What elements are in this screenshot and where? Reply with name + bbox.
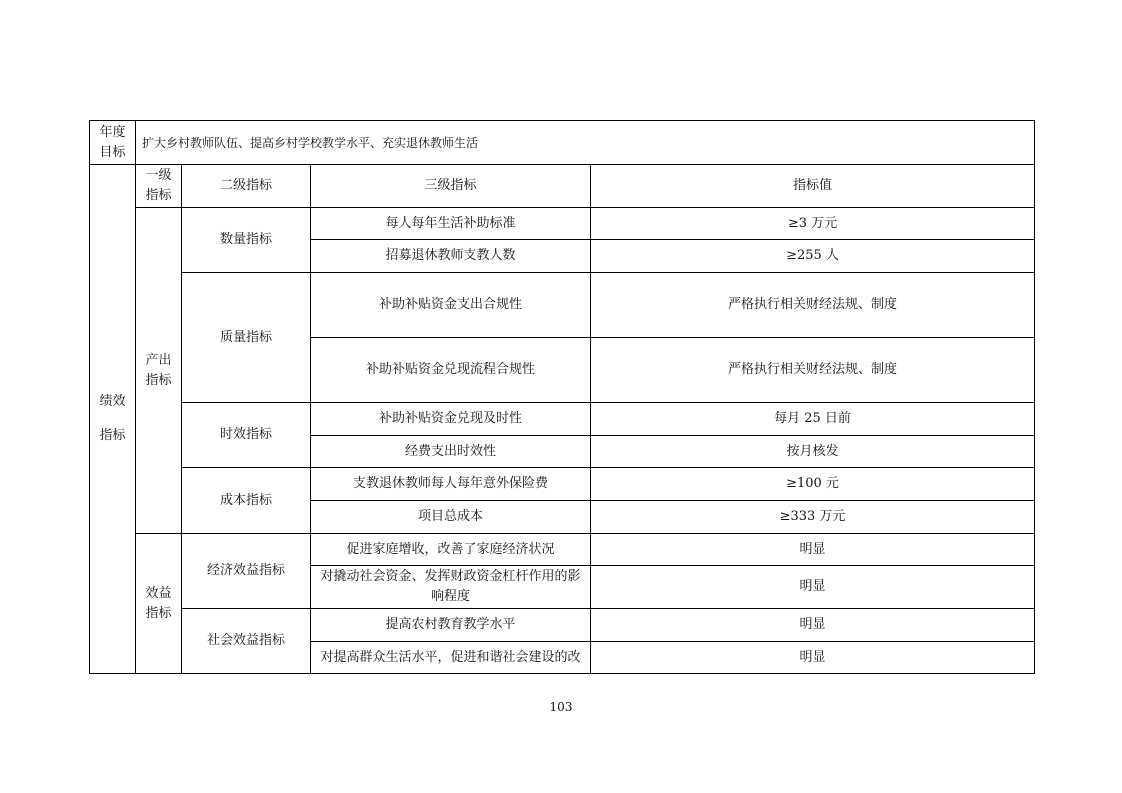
indicator-name: 每人每年生活补助标准 — [311, 208, 591, 240]
table-row — [90, 609, 1035, 642]
indicator-value: ≥255 人 — [591, 240, 1035, 273]
indicator-value: 明显 — [591, 609, 1035, 642]
annual-goal-row — [90, 121, 1035, 165]
indicator-value: 每月 25 日前 — [591, 403, 1035, 436]
header-level2: 二级指标 — [182, 165, 311, 208]
indicator-value: ≥3 万元 — [591, 208, 1035, 240]
annual-goal-label: 年度目标 — [90, 121, 136, 165]
indicator-value: 按月核发 — [591, 436, 1035, 468]
benefit-indicator-label: 效益指标 — [136, 534, 182, 674]
indicator-value: 明显 — [591, 566, 1035, 609]
timeliness-indicator-label: 时效指标 — [182, 403, 311, 468]
indicator-value: 明显 — [591, 534, 1035, 566]
indicator-name: 对撬动社会资金、发挥财政资金杠杆作用的影响程度 — [311, 566, 591, 609]
cost-indicator-label: 成本指标 — [182, 468, 311, 534]
indicator-name: 支教退休教师每人每年意外保险费 — [311, 468, 591, 501]
performance-table — [89, 120, 1035, 674]
header-row — [90, 165, 1035, 208]
indicator-name: 招募退休教师支教人数 — [311, 240, 591, 273]
annual-goal-text: 扩大乡村教师队伍、提高乡村学校教学水平、充实退休教师生活 — [136, 121, 1035, 165]
table-row — [90, 403, 1035, 436]
indicator-name: 经费支出时效性 — [311, 436, 591, 468]
indicator-value: 严格执行相关财经法规、制度 — [591, 273, 1035, 338]
table-row — [90, 468, 1035, 501]
indicator-name: 提高农村教育教学水平 — [311, 609, 591, 642]
header-level3: 三级指标 — [311, 165, 591, 208]
indicator-name: 补助补贴资金支出合规性 — [311, 273, 591, 338]
page-number: 103 — [549, 700, 573, 714]
social-benefit-label: 社会效益指标 — [182, 609, 311, 674]
header-level1: 一级指标 — [136, 165, 182, 208]
quantity-indicator-label: 数量指标 — [182, 208, 311, 273]
performance-indicator-label: 绩效指标 — [90, 165, 136, 674]
table-row — [90, 534, 1035, 566]
indicator-name: 补助补贴资金兑现流程合规性 — [311, 338, 591, 403]
indicator-value: ≥100 元 — [591, 468, 1035, 501]
header-value: 指标值 — [591, 165, 1035, 208]
indicator-value: 明显 — [591, 642, 1035, 674]
indicator-name: 项目总成本 — [311, 501, 591, 534]
output-indicator-label: 产出指标 — [136, 208, 182, 534]
economic-benefit-label: 经济效益指标 — [182, 534, 311, 609]
indicator-value: 严格执行相关财经法规、制度 — [591, 338, 1035, 403]
table-row — [90, 208, 1035, 240]
table-row — [90, 273, 1035, 338]
indicator-value: ≥333 万元 — [591, 501, 1035, 534]
quality-indicator-label: 质量指标 — [182, 273, 311, 403]
indicator-name: 促进家庭增收，改善了家庭经济状况 — [311, 534, 591, 566]
indicator-name: 对提高群众生活水平，促进和谐社会建设的改 — [311, 642, 591, 674]
indicator-name: 补助补贴资金兑现及时性 — [311, 403, 591, 436]
